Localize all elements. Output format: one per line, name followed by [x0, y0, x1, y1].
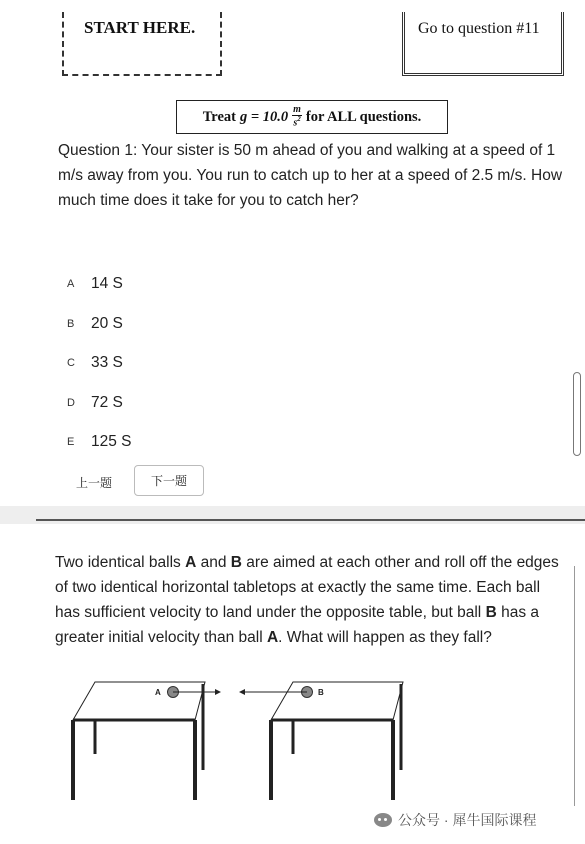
option-label: 14 S	[91, 275, 123, 292]
ball-a	[155, 687, 221, 698]
option-label: 20 S	[91, 315, 123, 332]
ball-a-ref: A	[266, 629, 279, 646]
option-letter: A	[67, 278, 75, 290]
prev-question-link[interactable]: 上一题	[76, 476, 113, 490]
option-c[interactable]	[67, 354, 123, 372]
right-tabletop	[271, 682, 403, 720]
tables-figure	[55, 672, 415, 804]
question-1-text: Question 1: Your sister is 50 m ahead of you and walking at a speed of 1 m/s away from you. You run to catch up to her at a speed of 2.5 m/s. How much time does it take for you to catch her?	[58, 142, 563, 209]
ball-a-label: A	[155, 688, 161, 697]
q2-text-part: has a greater initial velocity than ball	[55, 604, 539, 646]
option-d[interactable]	[67, 394, 123, 412]
ball-a-ref: A	[185, 554, 197, 571]
next-question-button[interactable]: 下一题	[134, 465, 204, 496]
right-table	[271, 682, 403, 800]
goto-question-box[interactable]	[402, 12, 564, 76]
option-letter: E	[67, 436, 75, 448]
gravity-note-suffix: for ALL questions.	[305, 108, 422, 125]
q2-text-part: . What will happen as they fall?	[278, 629, 492, 646]
left-tabletop	[73, 682, 205, 720]
option-letter: B	[67, 318, 75, 330]
ball-b	[239, 687, 324, 698]
option-e[interactable]	[67, 433, 132, 451]
divider-line	[36, 519, 585, 521]
scrollbar[interactable]	[573, 372, 581, 456]
option-b[interactable]	[67, 315, 123, 333]
option-label: 72 S	[91, 394, 123, 411]
option-label: 33 S	[91, 354, 123, 371]
wechat-icon	[374, 813, 392, 827]
gravity-formula: g = 10.0	[240, 108, 289, 125]
watermark	[374, 810, 536, 830]
option-label: 125 S	[91, 433, 132, 450]
option-a[interactable]	[67, 275, 123, 293]
gravity-note	[176, 100, 448, 134]
gravity-note-prefix: Treat	[202, 108, 236, 125]
question-2-text	[55, 550, 560, 650]
left-table	[73, 682, 205, 800]
q2-text-part: Two identical balls	[55, 554, 186, 571]
ball-b-ref: B	[485, 604, 497, 621]
scrollbar[interactable]	[574, 566, 580, 806]
start-here-box	[62, 12, 222, 76]
option-letter: D	[67, 397, 75, 409]
q2-text-part: and	[196, 554, 231, 571]
gravity-unit-numerator: m	[293, 104, 301, 116]
watermark-text: 公众号 · 犀牛国际课程	[398, 812, 537, 828]
option-letter: C	[67, 357, 75, 369]
ball-b-ref: B	[230, 554, 242, 571]
goto-question-label: Go to question #11	[418, 20, 540, 37]
gravity-unit-denominator: $s^2$	[293, 115, 301, 129]
ball-b-label: B	[318, 688, 324, 697]
page-divider	[0, 506, 585, 524]
start-here-label: START HERE.	[84, 18, 196, 37]
q2-text-part: are aimed at each other and roll off the edges of two identical horizontal tabletops at exactly the same time. Each ball has sufficient velocity to land under the opposite table, but ball	[55, 554, 559, 621]
gravity-unit	[292, 105, 302, 128]
